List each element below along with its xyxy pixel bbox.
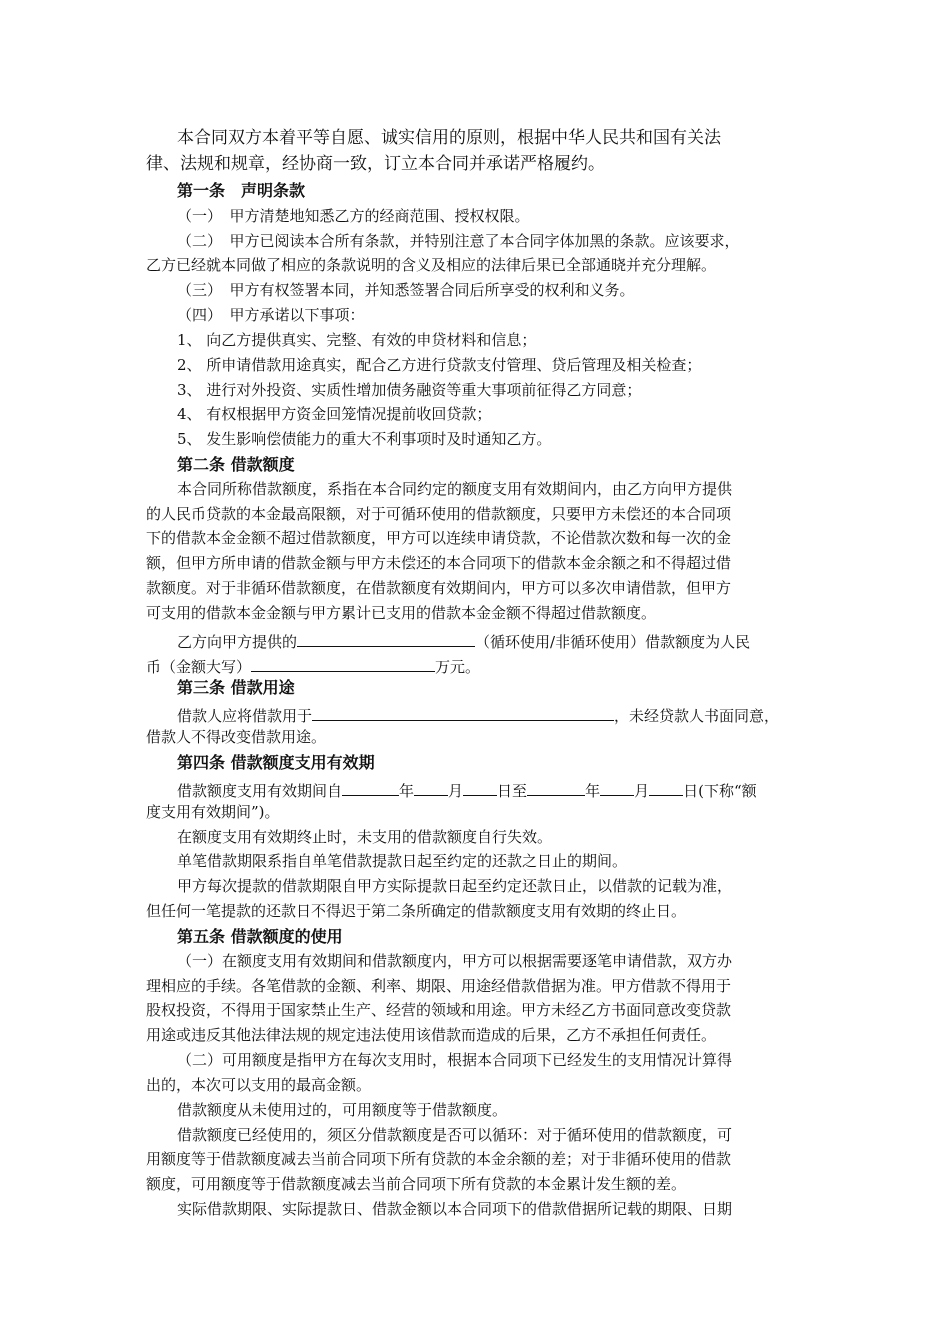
article-2-line-3: 下的借款本金金额不超过借款额度，甲方可以连续申请贷款，不论借款次数和每一次的金 [146, 529, 732, 547]
article-5-clause-1-line-2: 理相应的手续。各笔借款的金额、利率、期限、用途经借款借据为准。甲方借款不得用于 [146, 977, 732, 995]
article-5-title: 第五条 借款额度的使用 [177, 927, 343, 946]
article-1-item-5: 5、 发生影响偿债能力的重大不利事项时及时通知乙方。 [177, 430, 552, 448]
start-day-to-label: 日至 [497, 782, 528, 800]
start-month-label: 月 [448, 782, 464, 800]
article-2-fill-line-1 [177, 631, 817, 650]
article-3-line-1-suffix: ，未经贷款人书面同意， [614, 707, 780, 725]
end-month-blank[interactable] [600, 780, 634, 796]
article-1-clause-4: （四） 甲方承诺以下事项： [177, 306, 365, 324]
article-5-clause-1-line-1: （一）在额度支用有效期间和借款额度内，甲方可以根据需要逐笔申请借款，双方办 [177, 952, 733, 970]
article-4-line-2: 度支用有效期间”)。 [146, 803, 280, 821]
intro-line-2: 律、法规和规章，经协商一致，订立本合同并承诺严格履约。 [146, 154, 605, 174]
loan-purpose-blank[interactable] [312, 705, 614, 721]
revolving-type-blank[interactable] [297, 631, 475, 647]
article-2-line-2: 的人民币贷款的本金最高限额，对于可循环使用的借款额度，只要甲方未偿还的本合同项 [146, 505, 732, 523]
article-2-fill-1-prefix: 乙方向甲方提供的 [177, 633, 298, 651]
article-3-line-2: 借款人不得改变借款用途。 [146, 728, 327, 746]
article-4-line-6: 但任何一笔提款的还款日不得迟于第二条所确定的借款额度支用有效期的终止日。 [146, 902, 687, 920]
amount-in-words-blank[interactable] [251, 656, 435, 672]
end-day-label: 日(下称“额 [683, 782, 757, 800]
end-day-blank[interactable] [649, 780, 683, 796]
article-4-line-4: 单笔借款期限系指自单笔借款提款日起至约定的还款之日止的期间。 [177, 852, 628, 870]
article-5-clause-5-line-1: 实际借款期限、实际提款日、借款金额以本合同项下的借款借据所记载的期限、日期 [177, 1200, 733, 1218]
article-1-clause-3: （三） 甲方有权签署本同，并知悉签署合同后所享受的权利和义务。 [177, 281, 635, 299]
article-5-clause-1-line-3: 股权投资，不得用于国家禁止生产、经营的领域和用途。甲方未经乙方书面同意改变贷款 [146, 1001, 732, 1019]
article-4-date-line [177, 780, 817, 799]
article-2-line-5: 款额度。对于非循环借款额度，在借款额度有效期间内，甲方可以多次申请借款，但甲方 [146, 579, 732, 597]
start-year-label: 年 [399, 782, 415, 800]
start-year-blank[interactable] [342, 780, 399, 796]
article-1-clause-1: （一） 甲方清楚地知悉乙方的经商范围、授权权限。 [177, 207, 530, 225]
article-3-line-1-prefix: 借款人应将借款用于 [177, 707, 313, 725]
article-2-title: 第二条 借款额度 [177, 455, 295, 474]
start-day-blank[interactable] [463, 780, 497, 796]
article-3-line-1 [177, 705, 817, 724]
article-1-title: 第一条 声明条款 [177, 181, 306, 200]
article-2-fill-2-suffix: 万元。 [435, 658, 481, 676]
article-5-clause-1-line-4: 用途或违反其他法律法规的规定违法使用该借款而造成的后果，乙方不承担任何责任。 [146, 1026, 717, 1044]
article-1-item-1: 1、 向乙方提供真实、完整、有效的申贷材料和信息； [177, 331, 537, 349]
article-1-item-3: 3、 进行对外投资、实质性增加债务融资等重大事项前征得乙方同意； [177, 381, 642, 399]
article-4-line-5: 甲方每次提款的借款期限自甲方实际提款日起至约定还款日止，以借款的记载为准， [177, 877, 733, 895]
intro-line-1: 本合同双方本着平等自愿、诚实信用的原则，根据中华人民共和国有关法 [177, 128, 721, 148]
article-1-clause-2-line-1: （二） 甲方已阅读本合所有条款，并特别注意了本合同字体加黑的条款。应该要求， [177, 232, 740, 250]
end-year-blank[interactable] [527, 780, 585, 796]
article-2-fill-line-2 [146, 656, 646, 675]
article-5-clause-2-line-1: （二）可用额度是指甲方在每次支用时，根据本合同项下已经发生的支用情况计算得 [177, 1051, 733, 1069]
article-2-fill-1-suffix: （循环使用/非循环使用）借款额度为人民 [475, 633, 751, 651]
article-5-clause-3: 借款额度从未使用过的，可用额度等于借款额度。 [177, 1101, 508, 1119]
article-1-clause-2-line-2: 乙方已经就本同做了相应的条款说明的含义及相应的法律后果已全部通晓并充分理解。 [146, 256, 717, 274]
article-2-line-6: 可支用的借款本金金额与甲方累计已支用的借款本金金额不得超过借款额度。 [146, 604, 657, 622]
article-5-clause-2-line-2: 出的，本次可以支用的最高金额。 [146, 1076, 372, 1094]
article-5-clause-4-line-1: 借款额度已经使用的，须区分借款额度是否可以循环：对于循环使用的借款额度，可 [177, 1126, 733, 1144]
article-5-clause-4-line-2: 用额度等于借款额度减去当前合同项下所有贷款的本金余额的差；对于非循环使用的借款 [146, 1150, 732, 1168]
article-4-line-3: 在额度支用有效期终止时，未支用的借款额度自行失效。 [177, 828, 553, 846]
article-2-fill-2-prefix: 币（金额大写） [146, 658, 252, 676]
end-month-label: 月 [634, 782, 650, 800]
article-2-line-1: 本合同所称借款额度，系指在本合同约定的额度支用有效期间内，由乙方向甲方提供 [177, 480, 733, 498]
start-month-blank[interactable] [414, 780, 448, 796]
article-2-line-4: 额，但甲方所申请的借款金额与甲方未偿还的本合同项下的借款本金余额之和不得超过借 [146, 554, 732, 572]
end-year-label: 年 [585, 782, 601, 800]
article-4-date-prefix: 借款额度支用有效期间自 [177, 782, 343, 800]
article-3-title: 第三条 借款用途 [177, 678, 295, 697]
article-5-clause-4-line-3: 额度，可用额度等于借款额度减去当前合同项下所有贷款的本金累计发生额的差。 [146, 1175, 687, 1193]
article-4-title: 第四条 借款额度支用有效期 [177, 753, 375, 772]
article-1-item-2: 2、 所申请借款用途真实，配合乙方进行贷款支付管理、贷后管理及相关检查； [177, 356, 702, 374]
article-1-item-4: 4、 有权根据甲方资金回笼情况提前收回贷款； [177, 405, 492, 423]
